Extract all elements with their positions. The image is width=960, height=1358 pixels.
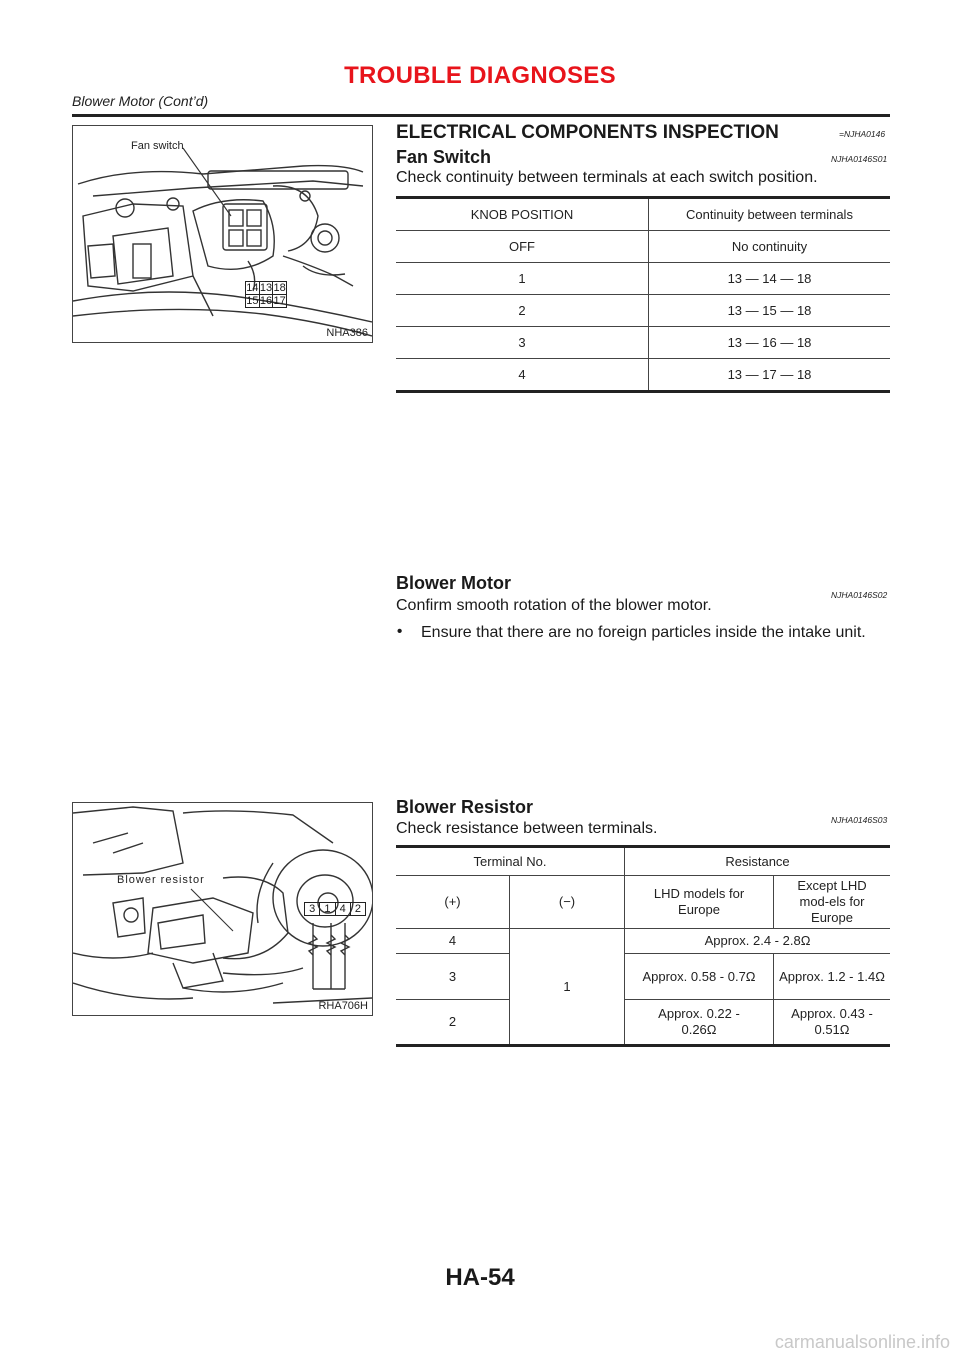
- table-row: [396, 263, 890, 295]
- table-header: Resistance: [625, 847, 891, 876]
- table-cell: 13 — 15 — 18: [649, 295, 891, 327]
- fan-switch-illustration: [73, 126, 372, 342]
- table-row: [396, 929, 890, 954]
- table-header-row: [396, 876, 890, 929]
- fan-switch-heading: Fan Switch: [396, 147, 492, 167]
- table-cell: Approx. 0.58 - 0.7Ω: [625, 954, 774, 1000]
- fan-switch-label: Fan switch: [131, 140, 184, 152]
- table-row: [396, 954, 890, 1000]
- fan-switch-ref: NJHA0146S01: [831, 154, 888, 164]
- pin: 4: [336, 903, 351, 915]
- connector-row-bottom: [245, 294, 287, 308]
- blower-resistor-table: [396, 845, 890, 1047]
- table-cell: 4: [396, 359, 649, 392]
- table-cell: 1: [510, 929, 625, 1046]
- pin: 14: [246, 282, 259, 294]
- figure-code: RHA706H: [318, 1000, 368, 1012]
- blower-resistor-heading: Blower Resistor: [396, 797, 534, 817]
- table-cell: Approx. 0.43 - 0.51Ω: [791, 1006, 873, 1037]
- pin: 2: [354, 903, 361, 915]
- blower-resistor-figure: [72, 802, 373, 1016]
- table-cell: 13 — 14 — 18: [649, 263, 891, 295]
- pin: 1: [320, 903, 335, 915]
- table-row: [396, 295, 890, 327]
- table-cell: No continuity: [649, 231, 891, 263]
- table-header: (−): [510, 876, 625, 929]
- table-cell: 13 — 16 — 18: [649, 327, 891, 359]
- page-title: TROUBLE DIAGNOSES: [344, 62, 616, 89]
- pin: 16: [259, 295, 273, 307]
- table-cell: Approx. 0.22 - 0.26Ω: [625, 1000, 774, 1046]
- page-subtitle: Blower Motor (Cont’d): [72, 93, 209, 109]
- table-cell: 3: [396, 327, 649, 359]
- table-cell: Approx. 2.4 - 2.8Ω: [625, 929, 891, 954]
- connector-row-top: [245, 281, 287, 294]
- blower-motor-instruction: Confirm smooth rotation of the blower motor.: [396, 597, 712, 614]
- table-cell: OFF: [396, 231, 649, 263]
- section-ref: =NJHA0146: [839, 129, 886, 139]
- fan-switch-figure: [72, 125, 373, 343]
- table-header-row: [396, 198, 890, 231]
- table-cell: 1: [396, 263, 649, 295]
- table-header: Except LHD mod-els for Europe: [774, 876, 891, 929]
- blower-resistor-label: Blower resistor: [117, 874, 205, 886]
- table-row: [396, 327, 890, 359]
- figure-code: NHA386: [326, 327, 368, 339]
- blower-motor-heading: Blower Motor: [396, 573, 511, 593]
- fan-switch-instruction: Check continuity between terminals at each switch position.: [396, 169, 818, 186]
- table-row: [396, 359, 890, 392]
- pin: 13: [259, 282, 273, 294]
- bullet-icon: •: [397, 623, 403, 640]
- footer-watermark: carmanualsonline.info: [774, 1332, 950, 1352]
- table-cell: 2: [396, 295, 649, 327]
- table-cell: 2: [396, 1000, 510, 1046]
- table-cell: Approx. 1.2 - 1.4Ω: [774, 954, 891, 1000]
- blower-resistor-connector: [304, 902, 366, 916]
- table-header: KNOB POSITION: [396, 198, 649, 231]
- table-row: [396, 1000, 890, 1046]
- blower-resistor-ref: NJHA0146S03: [831, 815, 888, 825]
- pin: 17: [273, 295, 286, 307]
- table-cell: 13 — 17 — 18: [727, 366, 812, 382]
- table-header: Terminal No.: [396, 847, 625, 876]
- section-heading: ELECTRICAL COMPONENTS INSPECTION: [396, 122, 779, 143]
- fan-switch-table: [396, 196, 890, 393]
- pin: 3: [305, 903, 320, 915]
- table-header: Continuity between terminals: [649, 198, 891, 231]
- table-cell: 4: [396, 929, 510, 954]
- pin: 18: [273, 282, 286, 294]
- blower-motor-ref: NJHA0146S02: [831, 590, 888, 600]
- pin: 15: [246, 295, 259, 307]
- blower-motor-bullet: Ensure that there are no foreign particles inside the intake unit.: [421, 624, 866, 641]
- blower-resistor-instruction: Check resistance between terminals.: [396, 820, 658, 837]
- table-header: LHD models for Europe: [625, 876, 774, 929]
- table-cell: 3: [396, 954, 510, 1000]
- page-number: HA-54: [445, 1264, 515, 1291]
- table-row: [396, 231, 890, 263]
- header-rule: [72, 114, 890, 117]
- fan-switch-connector: [245, 281, 287, 308]
- table-header-row: [396, 847, 890, 876]
- table-header: (+): [396, 876, 510, 929]
